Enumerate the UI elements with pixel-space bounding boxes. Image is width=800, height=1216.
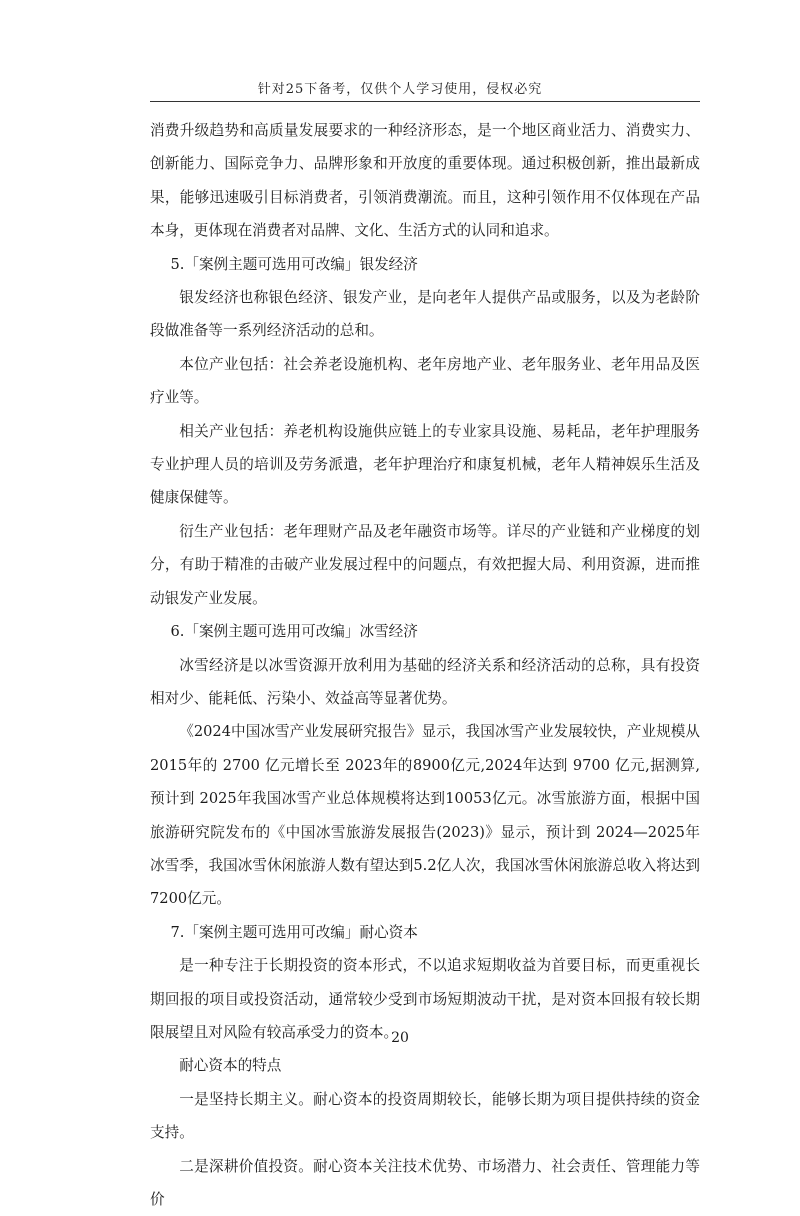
paragraph: 衍生产业包括：老年理财产品及老年融资市场等。详尽的产业链和产业梯度的划分，有助于精准的击破产业发展过程中的问题点，有效把握大局、利用资源，进而推动银发产业发展。 bbox=[150, 522, 700, 607]
paragraph: 是一种专注于长期投资的资本形式，不以追求短期收益为首要目标，而更重视长期回报的项目或投资活动，通常较少受到市场短期波动干扰，是对资本回报有较长期限展望且对风险有较高承受力的资本。 bbox=[150, 957, 700, 1041]
page-header: 针对25下备考，仅供个人学习使用，侵权必究 bbox=[257, 82, 543, 97]
paragraph: 银发经济也称银色经济、银发产业，是向老年人提供产品或服务，以及为老龄阶段做准备等一系列经济活动的总和。 bbox=[150, 289, 700, 340]
paragraph: 二是深耕价值投资。耐心资本关注技术优势、市场潜力、社会责任、管理能力等价 bbox=[150, 1157, 700, 1208]
paragraph: 本位产业包括：社会养老设施机构、老年房地产业、老年服务业、老年用品及医疗业等。 bbox=[150, 355, 700, 407]
paragraph: 冰雪经济是以冰雪资源开放利用为基础的经济关系和经济活动的总称，具有投资相对少、能耗低、污染小、效益高等显著优势。 bbox=[150, 656, 700, 707]
paragraph: 相关产业包括：养老机构设施供应链上的专业家具设施、易耗品，老年护理服务专业护理人员的培训及劳务派遣，老年护理治疗和康复机械，老年人精神娱乐生活及健康保健等。 bbox=[150, 422, 700, 507]
page-number: 20 bbox=[391, 1030, 409, 1046]
subheading: 耐心资本的特点 bbox=[179, 1057, 282, 1075]
paragraph: 一是坚持长期主义。耐心资本的投资周期较长，能够长期为项目提供持续的资金支持。 bbox=[150, 1090, 700, 1142]
body-text bbox=[150, 114, 700, 1216]
section-heading: 5.「案例主题可选用可改编」银发经济 bbox=[170, 255, 418, 273]
paragraph: 消费升级趋势和高质量发展要求的一种经济形态，是一个地区商业活力、消费实力、创新能力、国际竞争力、品牌形象和开放度的重要体现。通过积极创新，推出最新成果，能够迅速吸引目标消费者，引领消费潮流。而且，这种引领作用不仅体现在产品本身，更体现在消费者对品牌、文化、生活方式的认同和追求。 bbox=[150, 122, 700, 240]
section-heading: 6.「案例主题可选用可改编」冰雪经济 bbox=[170, 623, 418, 641]
section-heading: 7.「案例主题可选用可改编」耐心资本 bbox=[170, 923, 418, 941]
paragraph: 《2024中国冰雪产业发展研究报告》显示，我国冰雪产业发展较快，产业规模从2015年的 2700 亿元增长至 2023年的8900亿元,2024年达到 9700 亿元,据测算,预计到 2025年我国冰雪产业总体规模将达到10053亿元。冰雪旅游方面，根据中国旅游研究院发布的《中国冰雪旅游发展报告(2023)》显示，预计到 2024—2025年冰雪季，我国冰雪休闲旅游人数有望达到5.2亿人次，我国冰雪休闲旅游总收入将达到7200亿元。 bbox=[150, 723, 700, 908]
header-rule bbox=[150, 101, 700, 102]
